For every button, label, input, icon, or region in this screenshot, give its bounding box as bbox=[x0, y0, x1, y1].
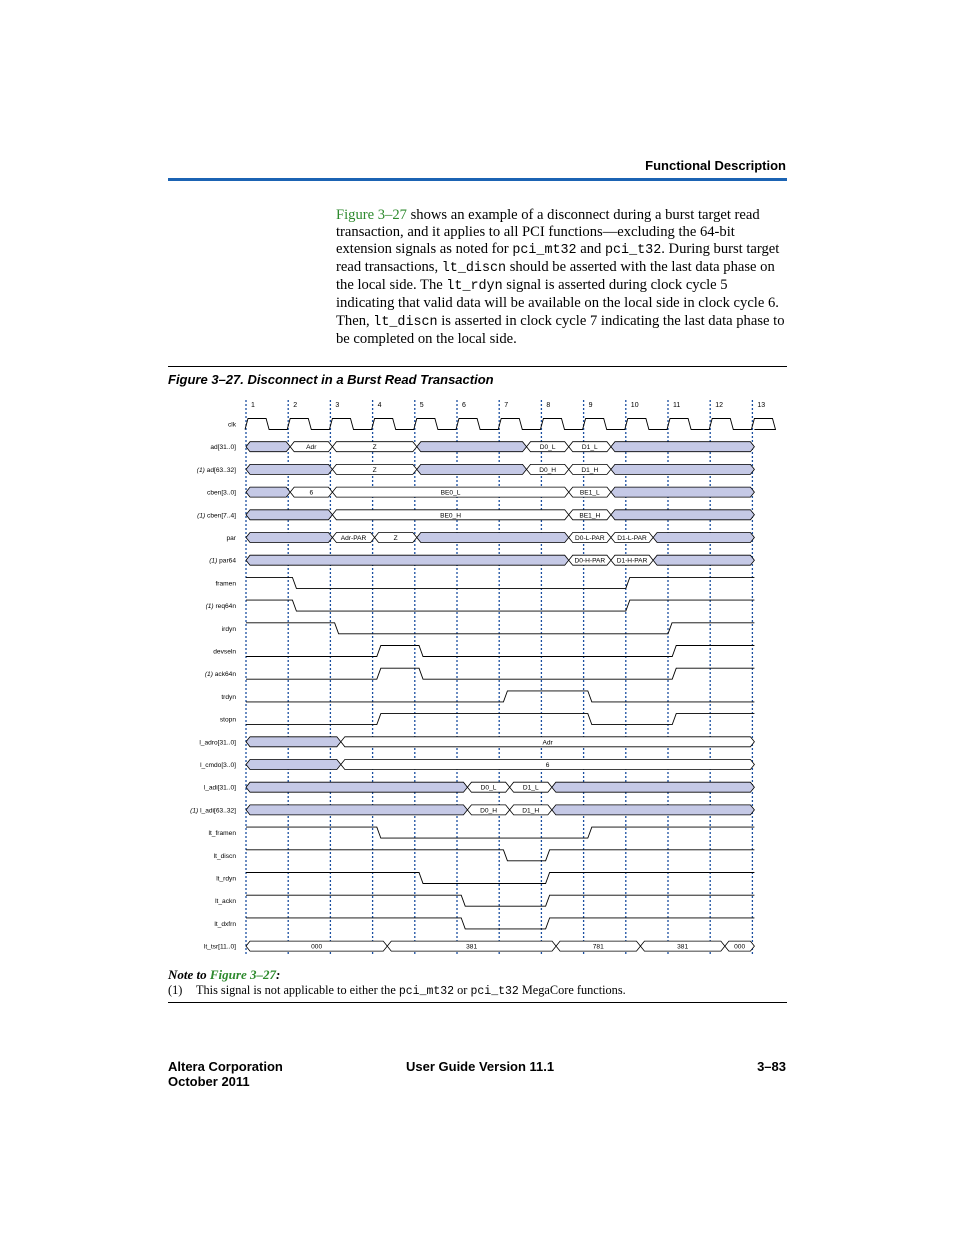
bus-segment bbox=[246, 533, 332, 543]
paragraph-segment: . During burst target read transactions, bbox=[336, 241, 780, 276]
bus-segment bbox=[417, 464, 527, 474]
cycle-number: 1 bbox=[251, 402, 255, 409]
bus-segment bbox=[611, 464, 754, 474]
bus-value-label: BE1_H bbox=[579, 512, 601, 520]
signal-label: lt_dxfrn bbox=[214, 920, 236, 928]
cycle-number: 7 bbox=[504, 402, 509, 409]
paragraph-segment: signal is asserted during clock cycle 5 indicating that valid data will be available on the local side in clock cycle 6. Then, bbox=[336, 277, 779, 329]
signal-label: lt_rdyn bbox=[216, 875, 236, 883]
footer-version: User Guide Version 11.1 bbox=[406, 1059, 555, 1074]
bus-segment bbox=[246, 464, 332, 474]
note-title bbox=[168, 967, 280, 983]
bus-segment bbox=[653, 555, 754, 565]
signal-label: l_adro[31..0] bbox=[199, 739, 236, 747]
signal-label: lt_discn bbox=[213, 852, 236, 860]
bus-value-label: 6 bbox=[545, 762, 550, 769]
bus-segment bbox=[653, 533, 754, 543]
figure-caption: Figure 3–27. Disconnect in a Burst Read Transaction bbox=[168, 372, 494, 387]
note-text bbox=[168, 983, 626, 998]
signal-label: lt_ackn bbox=[215, 898, 236, 906]
signal-label: cben[3..0] bbox=[207, 489, 236, 497]
bus-value-label: 6 bbox=[309, 489, 314, 497]
paragraph-segment: is asserted in clock cycle 7 indicating the last data phase to be completed on the local side. bbox=[336, 312, 785, 347]
note-figure-link[interactable]: Figure 3–27 bbox=[209, 967, 276, 982]
paragraph-segment: should be asserted with the last data phase on the local side. The bbox=[336, 259, 775, 294]
paragraph-segment: and bbox=[576, 241, 605, 258]
cycle-number: 13 bbox=[757, 402, 766, 409]
bus-value-label: D0-L-PAR bbox=[575, 535, 605, 542]
bus-value-label: D0_L bbox=[480, 784, 497, 792]
bus-segment bbox=[611, 442, 754, 452]
signal-label: (1) l_adi[63..32] bbox=[190, 807, 236, 815]
header-rule bbox=[168, 178, 787, 181]
bus-value-label: Z bbox=[393, 535, 398, 542]
level-waveform bbox=[246, 827, 754, 838]
cycle-number: 12 bbox=[715, 402, 723, 409]
signal-label: framen bbox=[215, 580, 236, 588]
signal-label: trdyn bbox=[221, 693, 236, 701]
bus-segment bbox=[611, 487, 754, 497]
bus-segment bbox=[246, 487, 290, 497]
level-waveform bbox=[246, 668, 754, 679]
bus-value-label: 381 bbox=[466, 943, 478, 951]
footer-date: October 2011 bbox=[168, 1074, 250, 1089]
bus-value-label: 781 bbox=[592, 943, 604, 951]
level-waveform bbox=[246, 850, 754, 861]
cycle-number: 6 bbox=[462, 402, 466, 409]
level-waveform bbox=[246, 577, 754, 588]
paragraph-segment: lt_rdyn bbox=[446, 279, 503, 295]
signal-label: ad[31..0] bbox=[210, 444, 236, 452]
bus-segment bbox=[417, 533, 569, 543]
level-waveform bbox=[246, 600, 754, 611]
footer-company: Altera Corporation bbox=[168, 1059, 283, 1074]
signal-label: (1) ack64n bbox=[204, 671, 236, 679]
bus-value-label: Z bbox=[372, 466, 377, 474]
note-segment: pci_mt32 bbox=[398, 985, 455, 998]
bus-value-label: BE1_L bbox=[579, 489, 600, 497]
note-number: (1) bbox=[168, 983, 183, 997]
level-waveform bbox=[246, 895, 754, 906]
bus-segment bbox=[246, 737, 341, 747]
note-segment: or bbox=[454, 983, 471, 997]
paragraph-segment: pci_t32 bbox=[604, 243, 662, 259]
bus-segment bbox=[246, 442, 290, 452]
cycle-number: 9 bbox=[588, 402, 593, 409]
bus-value-label: D0_H bbox=[480, 807, 497, 815]
cycle-number: 8 bbox=[546, 402, 551, 409]
bus-segment bbox=[552, 805, 755, 815]
note-bottom-rule bbox=[168, 1002, 787, 1003]
bus-segment bbox=[552, 782, 755, 792]
bus-segment bbox=[246, 510, 332, 520]
body-paragraph bbox=[336, 207, 786, 348]
footer-page-number: 3–83 bbox=[757, 1059, 786, 1074]
note-title-suffix: : bbox=[275, 967, 281, 982]
figure-top-rule bbox=[168, 366, 787, 367]
bus-value-label: Adr bbox=[306, 444, 317, 452]
bus-value-label: D1-H-PAR bbox=[616, 557, 648, 565]
level-waveform bbox=[246, 918, 754, 929]
signal-label: devseln bbox=[213, 648, 236, 656]
bus-value-label: Adr-PAR bbox=[340, 535, 367, 542]
bus-value-label: D0_H bbox=[539, 466, 557, 474]
signal-label: (1) req64n bbox=[205, 603, 236, 611]
paragraph-segment: pci_mt32 bbox=[512, 243, 577, 259]
bus-value-label: D1_H bbox=[522, 807, 540, 815]
cycle-number: 3 bbox=[335, 402, 340, 409]
bus-value-label: 000 bbox=[311, 943, 323, 951]
level-waveform bbox=[246, 873, 754, 884]
bus-segment bbox=[246, 805, 467, 815]
signal-label: par bbox=[226, 535, 236, 542]
paragraph-segment: shows an example of a disconnect during a burst target read transaction, and it applies to all PCI functions—excluding the 64-bit extension signals as noted for bbox=[336, 207, 760, 258]
bus-value-label: Adr bbox=[542, 739, 553, 747]
cycle-number: 11 bbox=[673, 402, 681, 409]
bus-segment bbox=[611, 510, 754, 520]
bus-value-label: 381 bbox=[677, 943, 689, 951]
signal-label: lt_framen bbox=[208, 830, 236, 838]
bus-value-label: 000 bbox=[734, 943, 746, 951]
clock-waveform bbox=[245, 419, 776, 430]
bus-value-label: D0_L bbox=[539, 444, 556, 452]
bus-value-label: BE0_L bbox=[440, 489, 461, 497]
signal-label: (1) cben[7..4] bbox=[197, 512, 236, 520]
timing-diagram bbox=[168, 396, 778, 956]
bus-value-label: D1_L bbox=[522, 784, 539, 792]
paragraph-segment: lt_discn bbox=[441, 261, 507, 277]
bus-segment bbox=[246, 760, 341, 770]
cycle-number: 4 bbox=[377, 402, 382, 409]
signal-label: irdyn bbox=[221, 625, 236, 633]
bus-value-label: Z bbox=[372, 444, 377, 452]
figure-link[interactable]: Figure 3–27 bbox=[336, 207, 407, 223]
signal-label: (1) par64 bbox=[209, 557, 236, 565]
note-segment: pci_t32 bbox=[470, 985, 519, 998]
signal-label: lt_tsr[11..0] bbox=[203, 943, 236, 951]
bus-segment bbox=[246, 782, 467, 792]
level-waveform bbox=[246, 623, 754, 634]
signal-label: stopn bbox=[219, 716, 236, 724]
signal-label: clk bbox=[227, 421, 236, 429]
bus-value-label: D0-H-PAR bbox=[574, 557, 606, 565]
note-segment: This signal is not applicable to either the bbox=[196, 983, 399, 997]
bus-segment bbox=[417, 442, 527, 452]
cycle-number: 2 bbox=[293, 402, 298, 409]
paragraph-body bbox=[336, 207, 785, 347]
note-title-prefix: Note to bbox=[168, 967, 210, 982]
bus-value-label: D1-L-PAR bbox=[617, 535, 647, 542]
signal-label: l_cmdo[3..0] bbox=[200, 762, 236, 769]
signal-label: (1) ad[63..32] bbox=[196, 466, 236, 474]
bus-value-label: BE0_H bbox=[440, 512, 462, 520]
bus-value-label: D1_L bbox=[581, 444, 598, 452]
level-waveform bbox=[246, 714, 754, 725]
running-header: Functional Description bbox=[645, 158, 786, 173]
cycle-number: 10 bbox=[630, 402, 639, 409]
cycle-number: 5 bbox=[419, 402, 424, 409]
note-body bbox=[196, 983, 626, 997]
level-waveform bbox=[246, 691, 754, 702]
bus-value-label: D1_H bbox=[581, 466, 599, 474]
signal-label: l_adi[31..0] bbox=[203, 784, 236, 792]
bus-segment bbox=[246, 555, 569, 565]
level-waveform bbox=[246, 646, 754, 657]
note-segment: MegaCore functions. bbox=[518, 983, 626, 997]
paragraph-segment: lt_discn bbox=[373, 314, 438, 330]
